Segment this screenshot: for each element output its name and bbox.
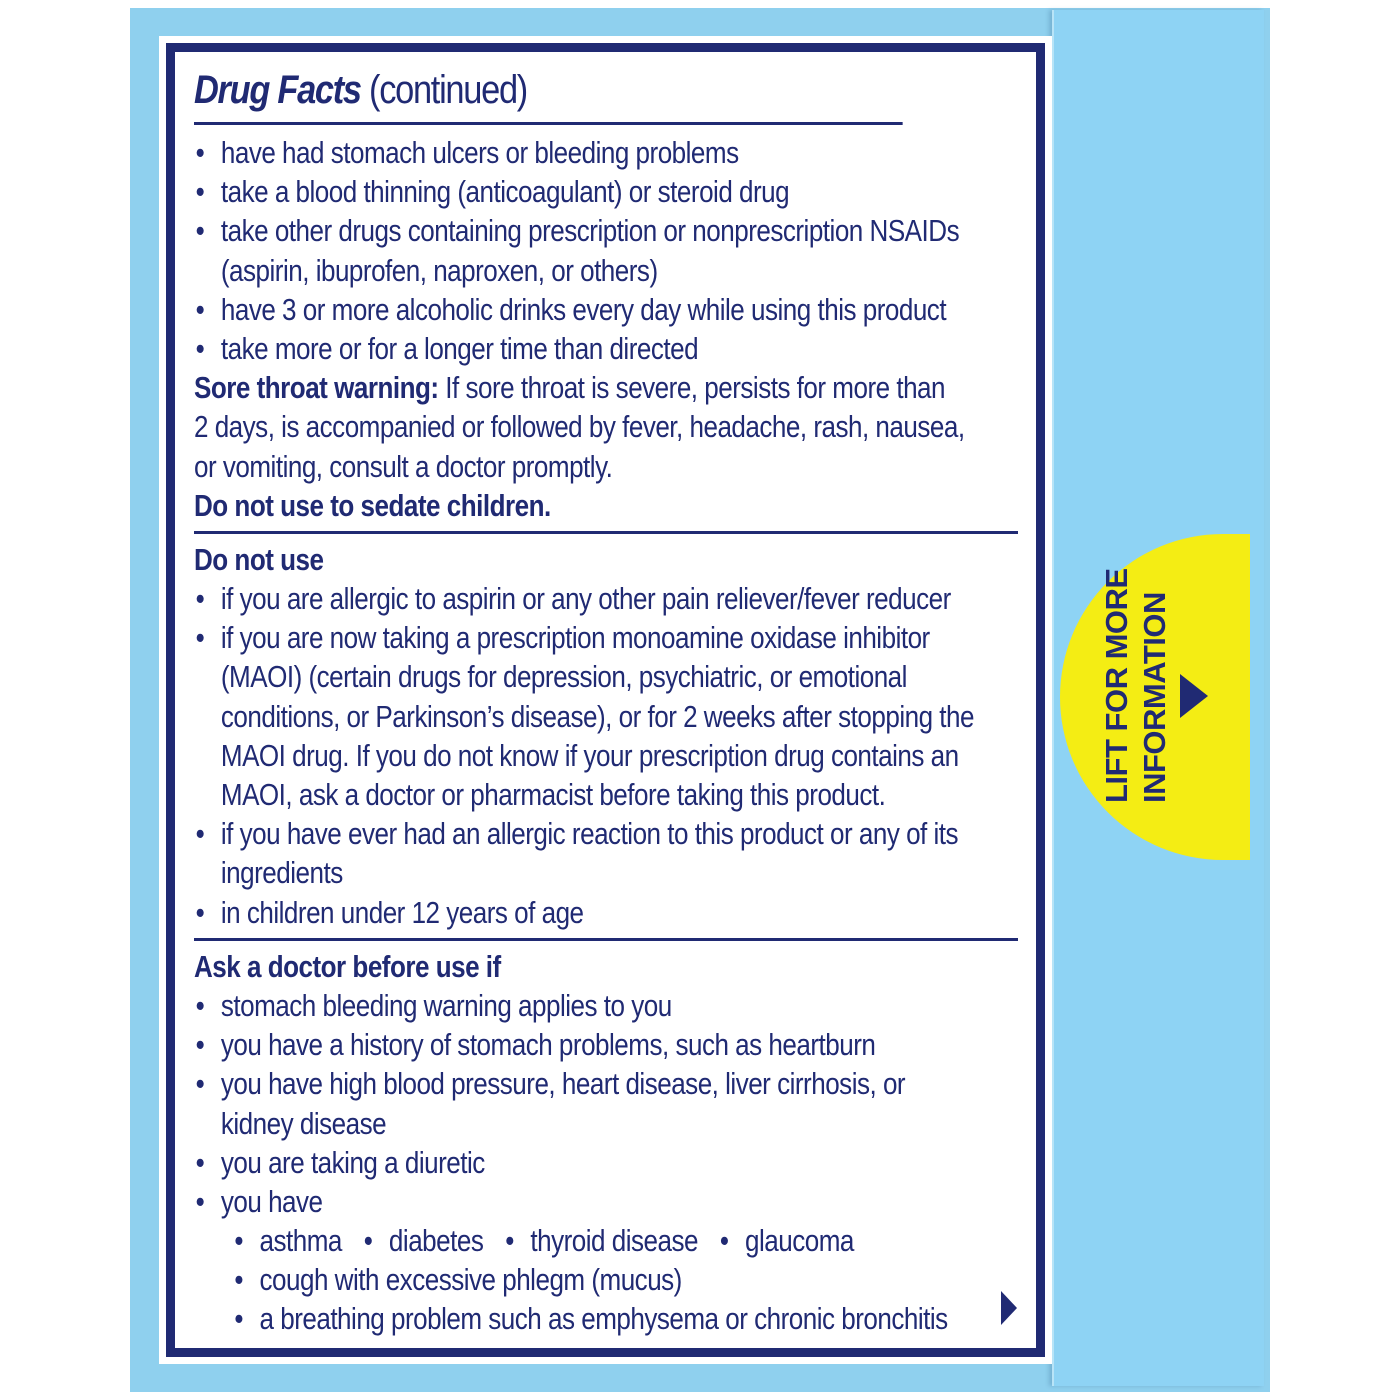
drug-facts-content xyxy=(194,62,1018,1339)
do-not-use-item: • in children under 12 years of age xyxy=(194,893,886,932)
section-divider xyxy=(194,531,1018,534)
condition-item: • thyroid disease xyxy=(505,1221,698,1260)
lift-tab-line-1: LIFT FOR MORE xyxy=(1099,568,1134,803)
continue-arrow-icon xyxy=(1001,1291,1017,1325)
warning-item: • take other drugs containing prescription or nonprescription NSAIDs xyxy=(194,211,886,250)
warning-item: • have 3 or more alcoholic drinks every day while using this product xyxy=(194,290,886,329)
ask-doctor-item: • you have a history of stomach problems, such as heartburn xyxy=(194,1025,886,1064)
do-not-use-item-continued: MAOI drug. If you do not know if your prescription drug contains an xyxy=(220,737,959,773)
condition-item: • diabetes xyxy=(364,1221,484,1260)
ask-doctor-item: • you are taking a diuretic xyxy=(194,1143,886,1182)
lift-tab-label xyxy=(1098,483,1174,803)
lift-arrow-icon xyxy=(1180,674,1208,718)
do-not-use-item-continued: ingredients xyxy=(220,855,343,891)
title-rest: (continued) xyxy=(360,68,527,112)
condition-item: • glaucoma xyxy=(720,1221,854,1260)
do-not-use-item: • if you are allergic to aspirin or any other pain reliever/fever reducer xyxy=(194,579,886,618)
warning-item: • have had stomach ulcers or bleeding problems xyxy=(194,133,886,172)
sore-throat-warning xyxy=(194,368,946,407)
do-not-use-item-continued: conditions, or Parkinson’s disease), or for 2 weeks after stopping the xyxy=(220,698,974,734)
lift-tab-line-2: INFORMATION xyxy=(1137,592,1172,803)
page-title xyxy=(194,62,903,125)
sore-throat-text: 2 days, is accompanied or followed by fever, headache, rash, nausea, xyxy=(194,409,965,445)
warning-item-continued: (aspirin, ibuprofen, naproxen, or others) xyxy=(220,252,658,288)
title-bold: Drug Facts xyxy=(194,68,361,112)
warning-item: • take a blood thinning (anticoagulant) or steroid drug xyxy=(194,172,886,211)
condition-item: • cough with excessive phlegm (mucus) xyxy=(194,1260,886,1299)
sedate-warning: Do not use to sedate children. xyxy=(194,487,551,523)
ask-doctor-heading: Ask a doctor before use if xyxy=(194,948,501,984)
sore-throat-text: or vomiting, consult a doctor promptly. xyxy=(194,448,613,484)
sore-throat-text: If sore throat is severe, persists for more than xyxy=(438,370,946,406)
do-not-use-item-continued: (MAOI) (certain drugs for depression, psychiatric, or emotional xyxy=(220,659,907,695)
conditions-list xyxy=(194,1221,886,1260)
section-divider xyxy=(194,938,1018,941)
warning-item: • take more or for a longer time than directed xyxy=(194,329,886,368)
do-not-use-item: • if you are now taking a prescription monoamine oxidase inhibitor xyxy=(194,618,886,657)
do-not-use-heading: Do not use xyxy=(194,541,324,577)
do-not-use-item: • if you have ever had an allergic reaction to this product or any of its xyxy=(194,814,886,853)
ask-doctor-item-continued: kidney disease xyxy=(220,1105,387,1141)
ask-doctor-item: • you have high blood pressure, heart disease, liver cirrhosis, or xyxy=(194,1064,886,1103)
condition-item: asthma xyxy=(259,1223,342,1259)
sore-throat-heading: Sore throat warning: xyxy=(194,370,439,406)
ask-doctor-item: • you have xyxy=(194,1182,886,1221)
do-not-use-item-continued: MAOI, ask a doctor or pharmacist before taking this product. xyxy=(220,777,886,812)
condition-item: • a breathing problem such as emphysema or chronic bronchitis xyxy=(194,1299,886,1338)
ask-doctor-item: • stomach bleeding warning applies to you xyxy=(194,986,886,1025)
